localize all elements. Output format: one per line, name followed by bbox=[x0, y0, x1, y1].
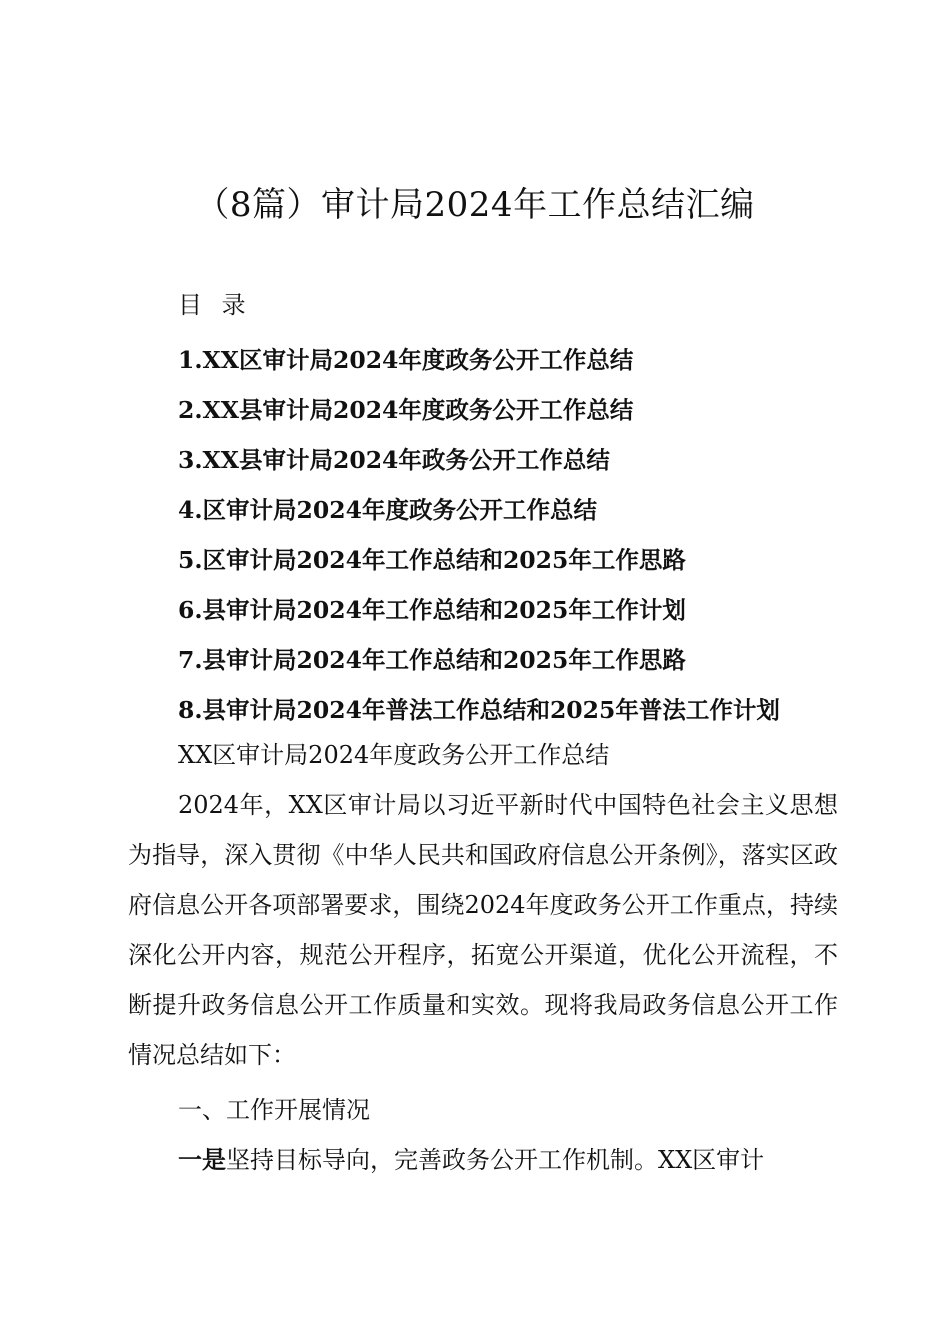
toc-item: 7.县审计局2024年工作总结和2025年工作思路 bbox=[178, 646, 686, 674]
toc-item: 1.XX区审计局2024年度政务公开工作总结 bbox=[178, 346, 634, 374]
section-heading: 一、工作开展情况 bbox=[178, 1096, 370, 1124]
point-text: 坚持目标导向，完善政务公开工作机制。XX区审计 bbox=[226, 1146, 765, 1174]
article-paragraph: 2024年，XX区审计局以习近平新时代中国特色社会主义思想为指导，深入贯彻《中华人民共和国政府信息公开条例》，落实区政府信息公开各项部署要求，围绕2024年度政务公开工作重点，持续深化公开内容，规范公开程序，拓宽公开渠道，优化公开流程，不断提升政务信息公开工作质量和实效。现将我局政务信息公开工作情况总结如下： bbox=[128, 791, 838, 1069]
document-title: （8篇）审计局2024年工作总结汇编 bbox=[195, 185, 755, 225]
toc-heading: 目 录 bbox=[178, 291, 252, 319]
toc-item: 3.XX县审计局2024年政务公开工作总结 bbox=[178, 446, 610, 474]
toc-item: 6.县审计局2024年工作总结和2025年工作计划 bbox=[178, 596, 686, 624]
article-body bbox=[128, 730, 838, 1185]
toc-item: 8.县审计局2024年普法工作总结和2025年普法工作计划 bbox=[178, 696, 780, 724]
toc-item: 4.区审计局2024年度政务公开工作总结 bbox=[178, 496, 597, 524]
toc-item: 2.XX县审计局2024年度政务公开工作总结 bbox=[178, 396, 634, 424]
point-lead: 一是 bbox=[178, 1145, 226, 1174]
toc-item: 5.区审计局2024年工作总结和2025年工作思路 bbox=[178, 546, 686, 574]
article-title: XX区审计局2024年度政务公开工作总结 bbox=[178, 741, 610, 769]
article-point bbox=[128, 1135, 838, 1185]
toc-list bbox=[178, 335, 780, 735]
